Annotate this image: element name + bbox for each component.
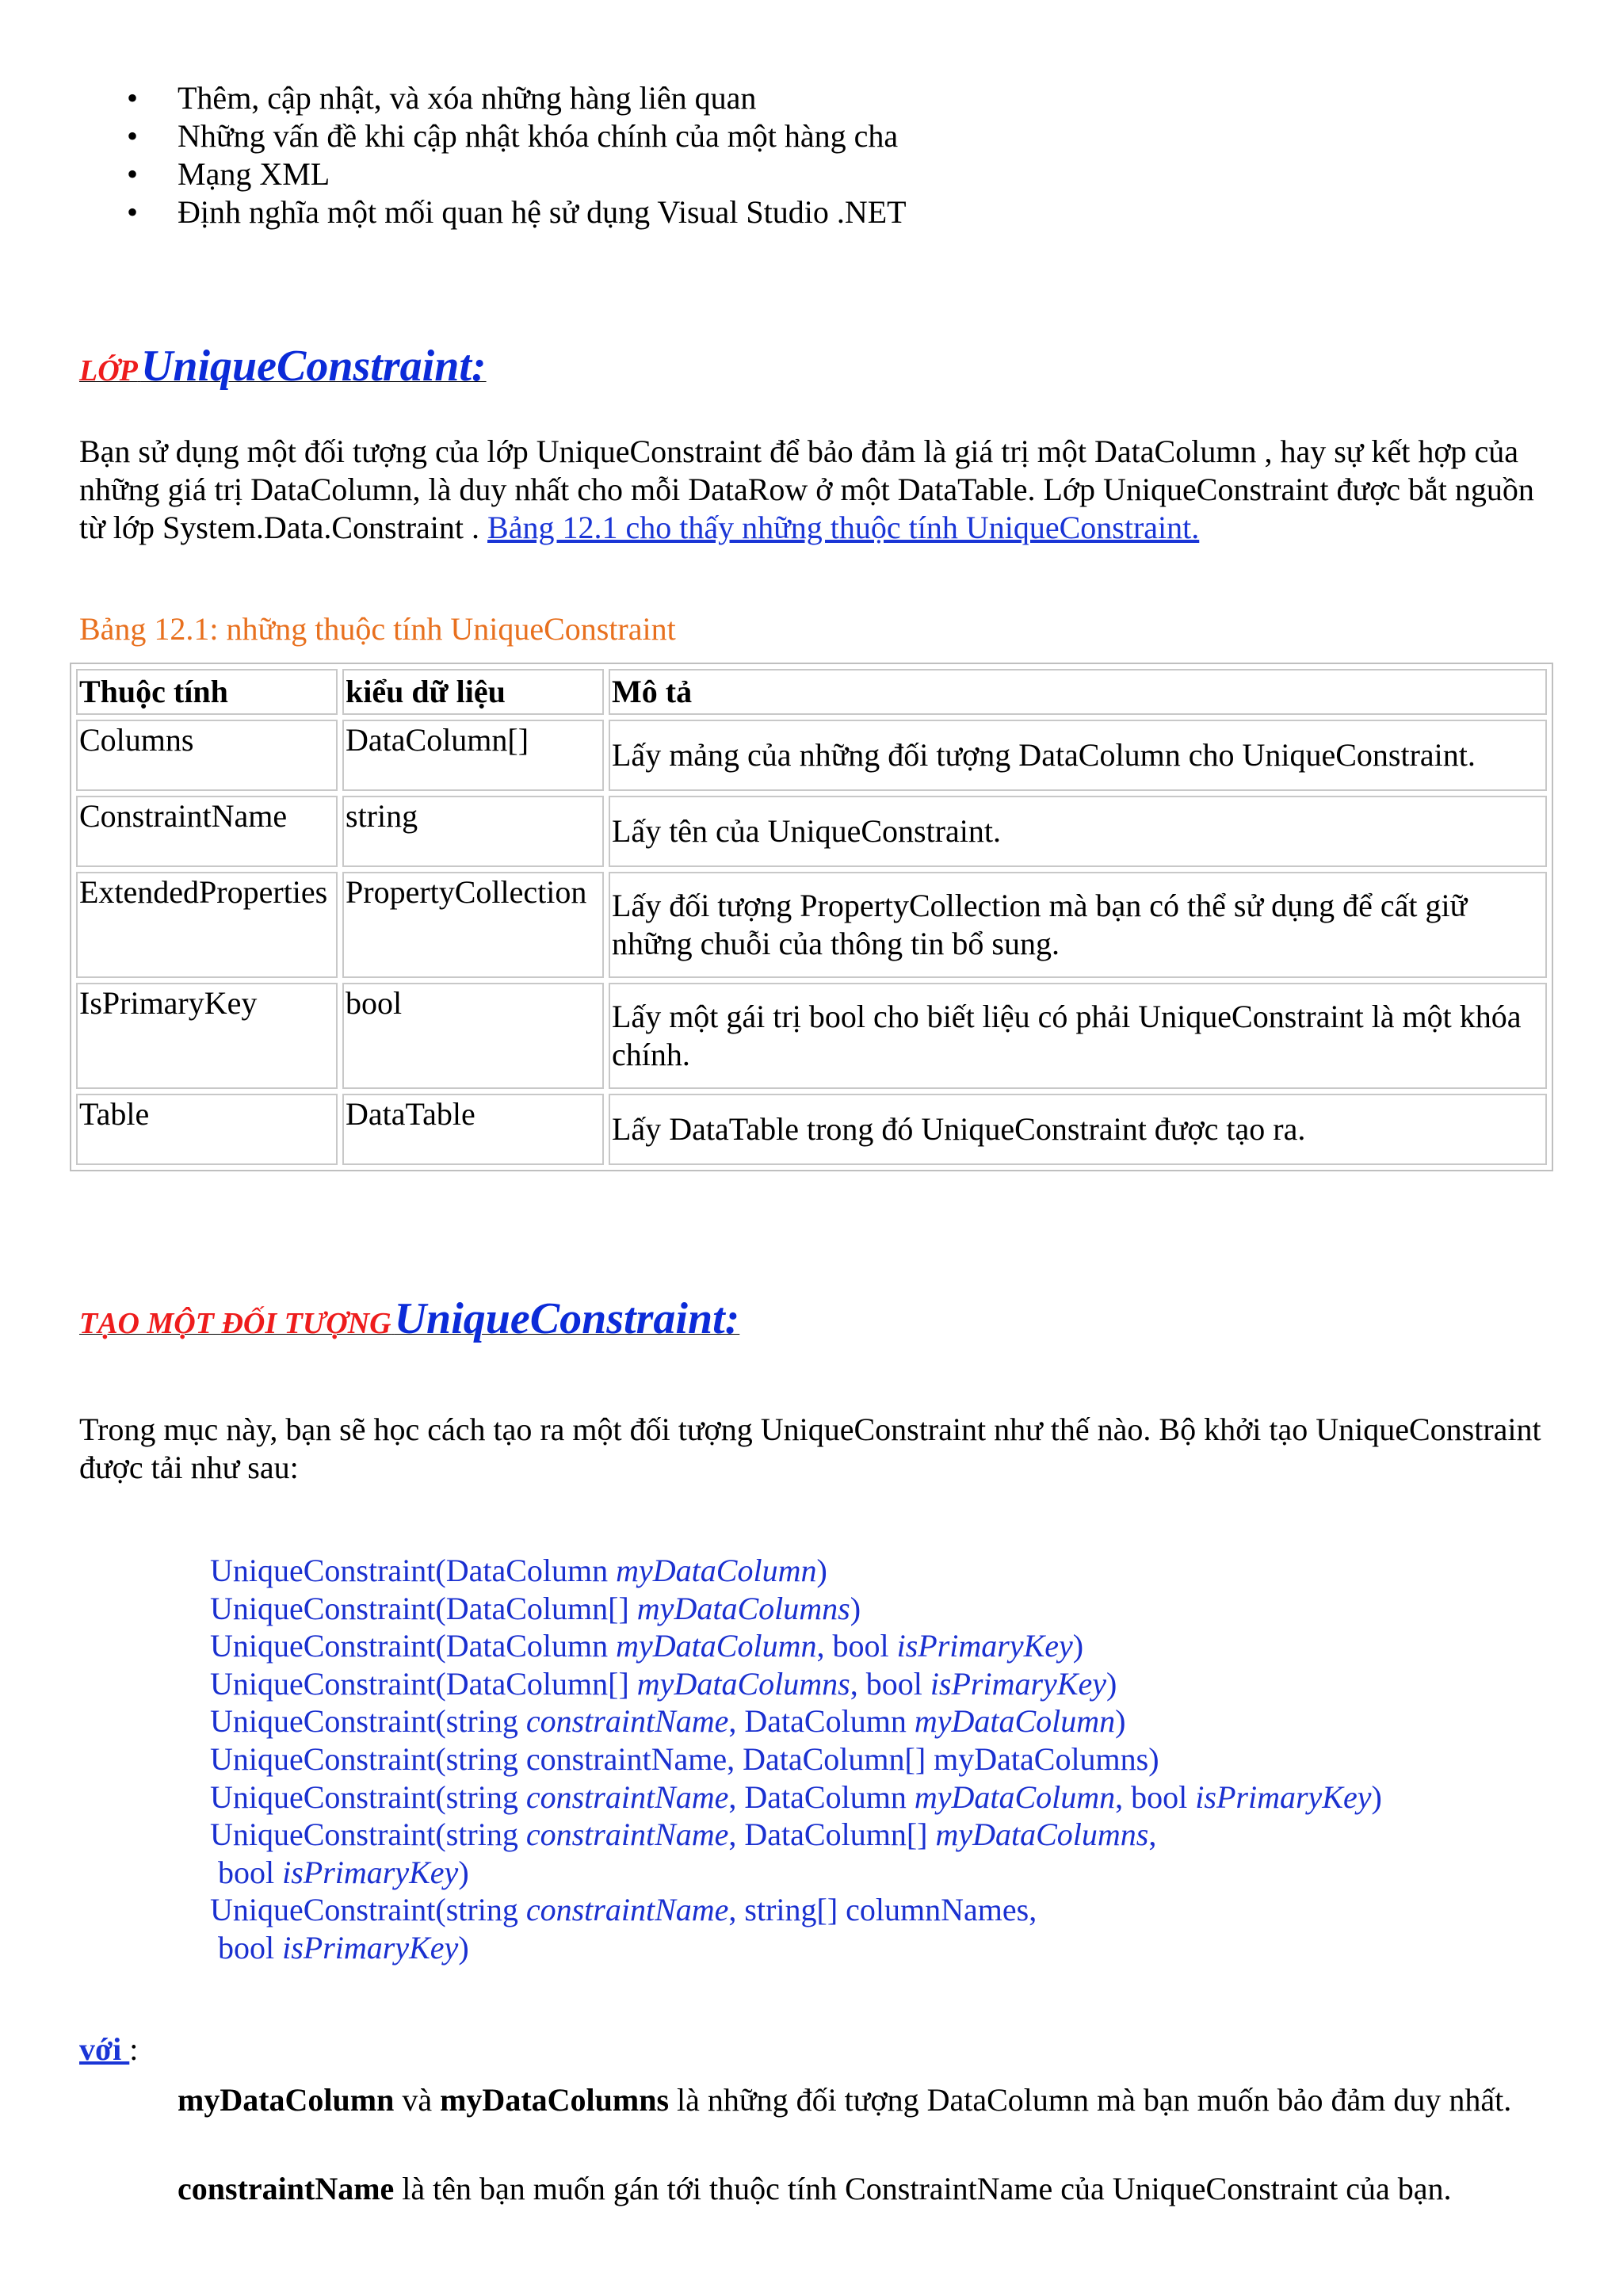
- constructor-line: UniqueConstraint(string constraintName, DataColumn myDataColumn): [210, 1703, 1126, 1740]
- list-item: • Những vấn đề khi cập nhật khóa chính của một hàng cha: [127, 117, 907, 155]
- section2-intro-paragraph: Trong mục này, bạn sẽ học cách tạo ra một đối tượng UniqueConstraint như thế nào. Bộ khởi tạo UniqueConstraint được tải như sau:: [79, 1412, 1541, 1485]
- section-heading-create: [79, 1293, 739, 1344]
- param-description-datacolumn: myDataColumn và myDataColumns là những đối tượng DataColumn mà bạn muốn bảo đảm duy nhất.: [178, 2082, 1512, 2118]
- cell-property: Columns: [76, 720, 338, 791]
- constructor-line: UniqueConstraint(DataColumn myDataColumn): [210, 1553, 827, 1588]
- heading-title: UniqueConstraint:: [140, 342, 487, 391]
- constructor-line: UniqueConstraint(string constraintName, DataColumn[] myDataColumns): [210, 1740, 1159, 1777]
- table-reference-link[interactable]: Bảng 12.1 cho thấy những thuộc tính UniqueConstraint.: [487, 510, 1200, 545]
- cell-description: Lấy một gái trị bool cho biết liệu có phải UniqueConstraint là một khóa chính.: [609, 983, 1547, 1089]
- header-datatype: kiểu dữ liệu: [342, 669, 604, 715]
- cell-description: Lấy DataTable trong đó UniqueConstraint được tạo ra.: [609, 1094, 1547, 1165]
- cell-property: ExtendedProperties: [76, 872, 338, 978]
- intro-paragraph: [79, 433, 1553, 547]
- constructor-line: UniqueConstraint(DataColumn myDataColumn, bool isPrimaryKey): [210, 1628, 1084, 1664]
- table-row: [76, 872, 1547, 978]
- cell-property: IsPrimaryKey: [76, 983, 338, 1089]
- list-item: • Định nghĩa một mối quan hệ sử dụng Visual Studio .NET: [127, 193, 907, 231]
- cell-description: Lấy tên của UniqueConstraint.: [609, 796, 1547, 867]
- section-heading-class: [79, 341, 487, 392]
- list-item: • Thêm, cập nhật, và xóa những hàng liên quan: [127, 79, 907, 117]
- cell-datatype: PropertyCollection: [342, 872, 604, 978]
- list-item: • Mạng XML: [127, 155, 907, 193]
- intro-text: Bạn sử dụng một đối tượng của lớp UniqueConstraint để bảo đảm là giá trị một DataColumn , hay sự kết hợp của những giá trị DataColumn, là duy nhất cho mỗi DataRow ở một DataTable. Lớp UniqueConstraint được bắt nguồn từ lớp System.Data.Constraint .: [79, 434, 1534, 545]
- constructor-line: UniqueConstraint(string constraintName, DataColumn[] myDataColumns,: [210, 1817, 1157, 1853]
- cell-datatype: DataTable: [342, 1094, 604, 1165]
- cell-property: Table: [76, 1094, 338, 1165]
- constructor-line: bool isPrimaryKey): [210, 1854, 469, 1890]
- cell-datatype: string: [342, 796, 604, 867]
- table-row: [76, 796, 1547, 867]
- constructor-line: UniqueConstraint(DataColumn[] myDataColumns, bool isPrimaryKey): [210, 1665, 1117, 1702]
- where-label: với :: [79, 2031, 139, 2067]
- table-header-row: [76, 669, 1547, 715]
- heading-prefix: LỚP: [79, 354, 138, 388]
- heading-title: UniqueConstraint:: [394, 1294, 740, 1343]
- cell-description: Lấy mảng của những đối tượng DataColumn cho UniqueConstraint.: [609, 720, 1547, 791]
- heading-prefix: TẠO MỘT ĐỐI TƯỢNG: [79, 1307, 391, 1340]
- cell-description: Lấy đối tượng PropertyCollection mà bạn có thể sử dụng để cất giữ những chuỗi của thông tin bổ sung.: [609, 872, 1547, 978]
- cell-datatype: bool: [342, 983, 604, 1089]
- where-link[interactable]: với: [79, 2031, 130, 2067]
- cell-datatype: DataColumn[]: [342, 720, 604, 791]
- table-row: [76, 1094, 1547, 1165]
- constructor-line: bool isPrimaryKey): [210, 1929, 469, 1966]
- constructor-line: UniqueConstraint(DataColumn[] myDataColumns): [210, 1590, 861, 1626]
- table-row: [76, 983, 1547, 1089]
- table-caption: Bảng 12.1: những thuộc tính UniqueConstraint: [79, 611, 676, 647]
- cell-property: ConstraintName: [76, 796, 338, 867]
- param-description-constraintname: constraintName là tên bạn muốn gán tới thuộc tính ConstraintName của UniqueConstraint của bạn.: [178, 2171, 1452, 2206]
- constructor-line: UniqueConstraint(string constraintName, DataColumn myDataColumn, bool isPrimaryKey): [210, 1778, 1382, 1815]
- header-property: Thuộc tính: [76, 669, 338, 715]
- table-row: [76, 720, 1547, 791]
- constructor-line: UniqueConstraint(string constraintName, string[] columnNames,: [210, 1892, 1037, 1928]
- constructor-list: [210, 1552, 1382, 1967]
- topic-bullet-list: [127, 79, 907, 231]
- header-description: Mô tả: [609, 669, 1547, 715]
- properties-table: [70, 663, 1553, 1171]
